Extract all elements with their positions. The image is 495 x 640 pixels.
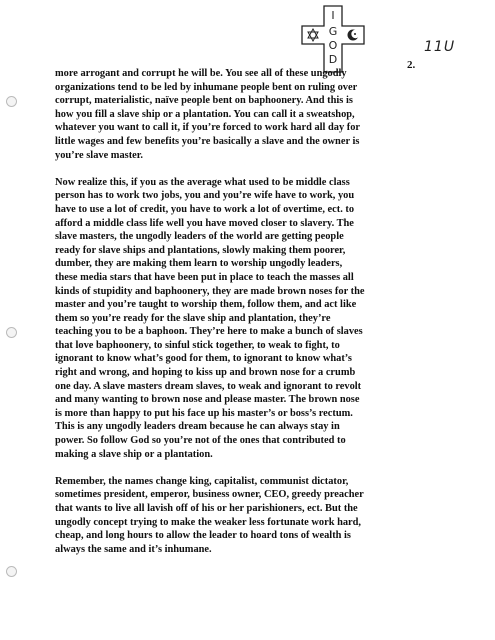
- text-line: Remember, the names change king, capitalist, communist dictator,: [55, 475, 349, 487]
- text-line: ignorant to know what’s good for them, to ignorant to know what’s: [55, 353, 352, 365]
- text-line: cheap, and long hours to allow the leader to hoard tons of wealth is: [55, 530, 351, 542]
- text-line: dumber, they are making them learn to worship ungodly leaders,: [55, 258, 343, 270]
- text-line: power. So follow God so you’re not of the ones that contributed to: [55, 435, 346, 447]
- emblem-letter: I: [331, 9, 335, 22]
- binder-hole: [6, 96, 17, 107]
- text-line: afford a middle class life well you have moved closer to slavery. The: [55, 217, 354, 229]
- binder-hole: [6, 327, 17, 338]
- text-line: corrupt, materialistic, naïve people bent on baphoonery. And this is: [55, 95, 353, 107]
- text-line: Now realize this, if you as the average what used to be middle class: [55, 176, 350, 188]
- text-line: ready for slave ships and plantations, slowly making them poorer,: [55, 244, 346, 256]
- body-text: [55, 67, 455, 570]
- text-line: is more than happy to put his face up his master’s or boss’s rectum.: [55, 407, 353, 419]
- emblem-letter: D: [328, 53, 338, 66]
- paragraph: [55, 67, 455, 162]
- text-line: master and you’re taught to worship them, follow them, and act like: [55, 299, 357, 311]
- text-line: ungodly concept trying to make the weaker less fortunate work hard,: [55, 516, 362, 528]
- binder-hole: [6, 566, 17, 577]
- paragraph: [55, 176, 455, 461]
- text-line: This is any ungodly leaders dream because he can always stay in: [55, 421, 340, 433]
- text-line: that wants to live all lavish off of his or her parishioners, ect. But the: [55, 503, 358, 514]
- text-line: more arrogant and corrupt he will be. You see all of these ungodly: [55, 68, 347, 79]
- emblem-letter: O: [328, 39, 338, 52]
- text-line: you’re slave master.: [55, 149, 144, 161]
- star-of-david-icon: [308, 29, 318, 41]
- cross-emblem: [298, 4, 368, 74]
- text-line: person has to work two jobs, you and you’re wife have to work, you: [55, 190, 355, 202]
- text-line: organizations tend to be led by inhumane people bent on ruling over: [55, 81, 358, 93]
- text-line: kinds of stupidity and baphoonery, they are made brown noses for the: [55, 285, 365, 297]
- text-line: and many wanting to brown nose and please master. The brown nose: [55, 394, 360, 406]
- emblem-letter: G: [328, 25, 338, 38]
- text-line: slave masters, the ungodly leaders of the world are getting people: [55, 231, 344, 243]
- text-line: whatever you want to call it, if you’re forced to work hard all day for: [55, 122, 361, 134]
- text-line: that love baphoonery, to sinful stick together, to weak to fight, to: [55, 339, 340, 351]
- text-line: them so you’re ready for the slave ship and plantation, they’re: [55, 312, 331, 324]
- text-line: how you fill a slave ship or a plantation. You can call it a sweatshop,: [55, 108, 355, 120]
- text-line: sometimes president, emperor, business owner, CEO, greedy preacher: [55, 489, 364, 501]
- text-line: teaching you to be a baphoon. They’re here to make a bunch of slaves: [55, 326, 363, 338]
- page-number: 2.: [407, 59, 416, 71]
- handwritten-annotation: 11U: [424, 39, 456, 55]
- paragraph: [55, 475, 455, 557]
- text-line: these media stars that have been put in place to teach the masses all: [55, 271, 354, 283]
- text-line: right and wrong, and hoping to kiss up and brown nose for a crumb: [55, 367, 356, 379]
- text-line: have to use a lot of credit, you have to work a lot of overtime, ect. to: [55, 203, 355, 215]
- text-line: making a slave ship or a plantation.: [55, 448, 213, 460]
- text-line: little wages and few benefits you’re basically a slave and the owner is: [55, 135, 360, 147]
- crescent-star-icon: [348, 30, 360, 41]
- text-line: one day. A slave masters dream slaves, to weak and ignorant to revolt: [55, 380, 362, 392]
- text-line: always the same and it’s inhumane.: [55, 543, 212, 555]
